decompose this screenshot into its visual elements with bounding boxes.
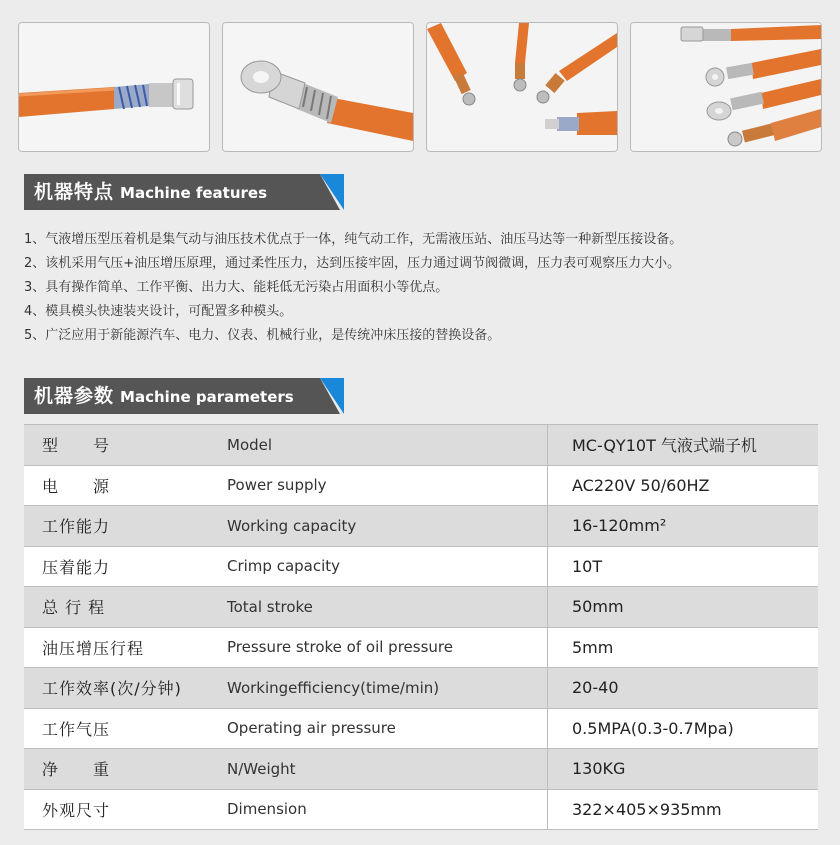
- param-label-zh: 工作能力: [24, 506, 227, 547]
- param-value: 50mm: [548, 587, 819, 628]
- param-value: 10T: [548, 546, 819, 587]
- features-title: [34, 174, 267, 210]
- table-row: [24, 425, 818, 466]
- param-label-zh: 电 源: [24, 465, 227, 506]
- param-label-en: Dimension: [227, 789, 548, 830]
- param-value: 5mm: [548, 627, 819, 668]
- param-label-en: Pressure stroke of oil pressure: [227, 627, 548, 668]
- param-label-en: Model: [227, 425, 548, 466]
- param-label-en: Crimp capacity: [227, 546, 548, 587]
- parameters-table: [24, 424, 818, 830]
- table-row: [24, 587, 818, 628]
- product-photo-strip: [18, 22, 822, 152]
- param-label-zh: 工作气压: [24, 708, 227, 749]
- param-label-zh: 净 重: [24, 749, 227, 790]
- orange-cable-crimped-sleeve-icon: [19, 23, 209, 151]
- param-label-en: N/Weight: [227, 749, 548, 790]
- table-row: [24, 749, 818, 790]
- cable-photo-4: [630, 22, 822, 152]
- cable-photo-3: [426, 22, 618, 152]
- table-row: [24, 546, 818, 587]
- table-row: [24, 708, 818, 749]
- table-row: [24, 627, 818, 668]
- table-row: [24, 465, 818, 506]
- param-value: 0.5MPA(0.3-0.7Mpa): [548, 708, 819, 749]
- param-label-en: Workingefficiency(time/min): [227, 668, 548, 709]
- cable-photo-1: [18, 22, 210, 152]
- feature-item: 3、具有操作简单、工作平衡、出力大、能耗低无污染占用面积小等优点。: [24, 280, 449, 295]
- param-value: MC-QY10T 气液式端子机: [548, 425, 819, 466]
- orange-cables-four-terminals-icon: [631, 23, 821, 151]
- param-label-zh: 外观尺寸: [24, 789, 227, 830]
- parameters-title-en: Machine parameters: [120, 388, 294, 406]
- features-title-en: Machine features: [120, 184, 268, 202]
- feature-item: 2、该机采用气压+油压增压原理，通过柔性压力，达到压接牢固，压力通过调节阀微调，压力表可观察压力大小。: [24, 256, 681, 271]
- features-title-zh: 机器特点: [34, 181, 115, 203]
- features-header: [24, 174, 344, 214]
- orange-cable-ring-terminal-icon: [223, 23, 413, 151]
- feature-item: 4、模具模头快速装夹设计，可配置多种模头。: [24, 304, 293, 319]
- parameters-title-zh: 机器参数: [34, 385, 115, 407]
- param-label-en: Working capacity: [227, 506, 548, 547]
- param-value: 16-120mm²: [548, 506, 819, 547]
- param-label-zh: 油压增压行程: [24, 627, 227, 668]
- param-value: AC220V 50/60HZ: [548, 465, 819, 506]
- param-label-zh: 工作效率(次/分钟): [24, 668, 227, 709]
- table-row: [24, 506, 818, 547]
- features-list: [24, 228, 824, 348]
- param-label-zh: 总 行 程: [24, 587, 227, 628]
- parameters-header: [24, 378, 344, 418]
- cable-photo-2: [222, 22, 414, 152]
- param-value: 130KG: [548, 749, 819, 790]
- orange-cables-three-terminals-icon: [427, 23, 617, 151]
- param-label-en: Total stroke: [227, 587, 548, 628]
- param-value: 322×405×935mm: [548, 789, 819, 830]
- table-row: [24, 668, 818, 709]
- param-label-en: Power supply: [227, 465, 548, 506]
- param-label-zh: 压着能力: [24, 546, 227, 587]
- param-label-zh: 型 号: [24, 425, 227, 466]
- param-label-en: Operating air pressure: [227, 708, 548, 749]
- parameters-title: [34, 378, 294, 414]
- feature-item: 1、气液增压型压着机是集气动与油压技术优点于一体，纯气动工作，无需液压站、油压马达等一种新型压接设备。: [24, 232, 683, 247]
- feature-item: 5、广泛应用于新能源汽车、电力、仪表、机械行业，是传统冲床压接的替换设备。: [24, 328, 501, 343]
- table-row: [24, 789, 818, 830]
- param-value: 20-40: [548, 668, 819, 709]
